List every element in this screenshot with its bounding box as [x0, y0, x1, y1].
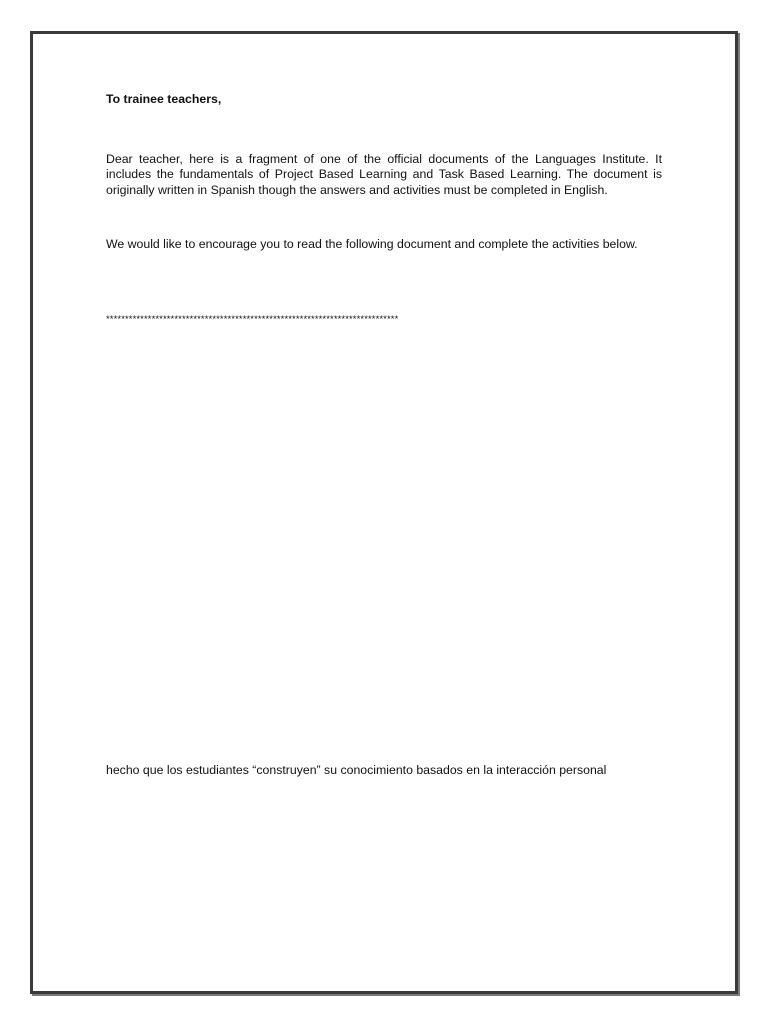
spanish-text-fragment: hecho que los estudiantes “construyen” su conocimiento basados en la interacción personal — [106, 763, 607, 777]
asterisk-separator: ***************************************************************************** — [106, 314, 399, 325]
intro-paragraph: Dear teacher, here is a fragment of one of the official documents of the Languages Institute. It includes the fundamentals of Project Based Learning and Task Based Learning. The document is originally written in Spanish though the answers and activities must be completed in English. — [106, 152, 662, 197]
encouragement-paragraph: We would like to encourage you to read the following document and complete the activities below. — [106, 237, 638, 251]
greeting-heading: To trainee teachers, — [106, 92, 222, 106]
